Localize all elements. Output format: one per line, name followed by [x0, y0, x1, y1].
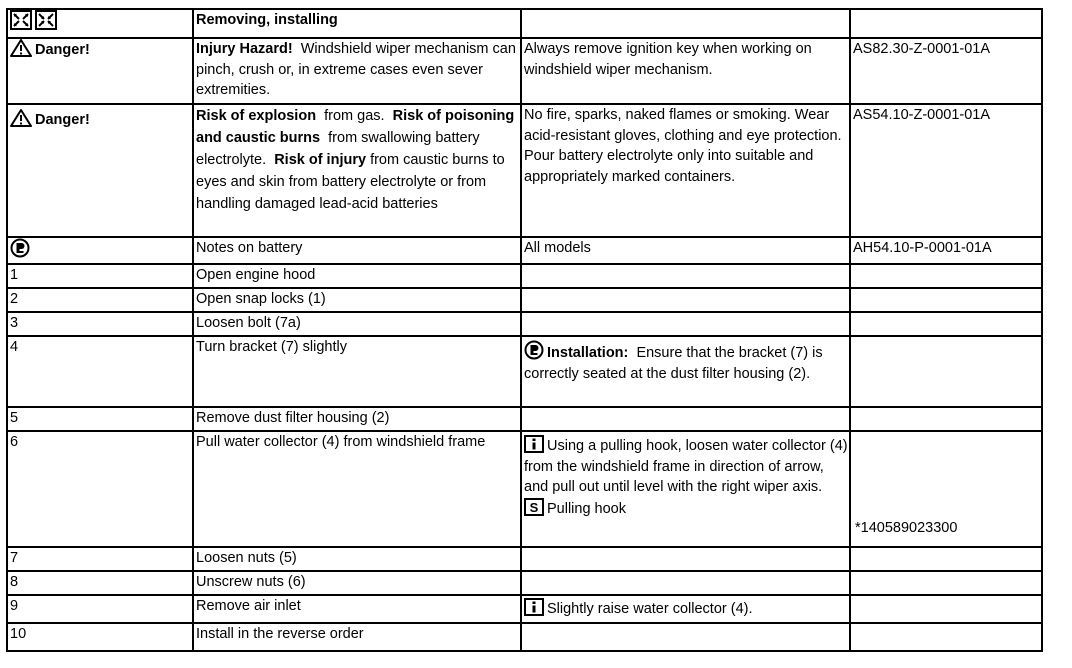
step-row	[7, 336, 1042, 407]
step-row	[7, 547, 1042, 571]
step-text: Open snap locks (1)	[193, 288, 521, 312]
info-icon	[524, 598, 544, 616]
document-code: AS54.10-Z-0001-01A	[850, 104, 1042, 237]
note-title[interactable]: Notes on battery	[193, 237, 521, 264]
step-row	[7, 264, 1042, 288]
step-row	[7, 431, 1042, 547]
installation-note: Installation: Ensure that the bracket (7) is correctly seated at the dust filter housing (2).	[521, 336, 850, 407]
step-number: 2	[7, 288, 193, 312]
danger-label: Danger!	[35, 112, 90, 128]
step-row	[7, 407, 1042, 431]
document-code: AS82.30-Z-0001-01A	[850, 38, 1042, 104]
header-row	[7, 9, 1042, 38]
step-number: 6	[7, 431, 193, 547]
hazard-description: Injury Hazard! Windshield wiper mechanism can pinch, crush or, in extreme cases even sever extremities.	[193, 38, 521, 104]
step-row	[7, 595, 1042, 623]
note-icon	[524, 340, 544, 360]
step-number: 3	[7, 312, 193, 336]
note-icon	[10, 238, 30, 258]
warning-triangle-icon	[10, 39, 32, 57]
danger-label: Danger!	[35, 42, 90, 58]
part-number[interactable]: *140589023300	[855, 519, 958, 536]
tool-name: Pulling hook	[547, 500, 626, 517]
danger-row	[7, 104, 1042, 237]
special-tool-icon	[524, 498, 544, 516]
safety-measure: Always remove ignition key when working on windshield wiper mechanism.	[521, 38, 850, 104]
step-number: 10	[7, 623, 193, 651]
step-number: 9	[7, 595, 193, 623]
step-text: Loosen bolt (7a)	[193, 312, 521, 336]
step-row	[7, 571, 1042, 595]
step-text: Turn bracket (7) slightly	[193, 336, 521, 407]
procedure-table	[6, 8, 1043, 652]
step-row	[7, 623, 1042, 651]
remove-icon	[10, 10, 32, 30]
step-text: Pull water collector (4) from windshield frame	[193, 431, 521, 547]
header-icons-cell	[7, 9, 193, 38]
step-number: 4	[7, 336, 193, 407]
svg-text:S: S	[529, 499, 539, 515]
step-text: Remove dust filter housing (2)	[193, 407, 521, 431]
info-note: Slightly raise water collector (4).	[521, 595, 850, 623]
info-icon	[524, 435, 544, 453]
hazard-description: Risk of explosion from gas. Risk of poisoning and caustic burns from swallowing battery electrolyte. Risk of injury from caustic burns to eyes and skin from battery electrolyte or from handling damaged lead-acid batteries	[193, 104, 521, 237]
step-number: 8	[7, 571, 193, 595]
warning-triangle-icon	[10, 109, 32, 127]
step-text: Install in the reverse order	[193, 623, 521, 651]
step-text: Unscrew nuts (6)	[193, 571, 521, 595]
step-number: 1	[7, 264, 193, 288]
header-title: Removing, installing	[193, 9, 521, 38]
danger-row	[7, 38, 1042, 104]
safety-measure: No fire, sparks, naked flames or smoking. Wear acid-resistant gloves, clothing and eye protection. Pour battery electrolyte only into suitable and appropriately marked containers.	[521, 104, 850, 237]
install-icon	[35, 10, 57, 30]
step-number: 5	[7, 407, 193, 431]
note-row	[7, 237, 1042, 264]
step-row	[7, 288, 1042, 312]
step-text: Remove air inlet	[193, 595, 521, 623]
step-row	[7, 312, 1042, 336]
step-number: 7	[7, 547, 193, 571]
step-text: Loosen nuts (5)	[193, 547, 521, 571]
note-scope: All models	[521, 237, 850, 264]
step-text: Open engine hood	[193, 264, 521, 288]
document-code[interactable]: AH54.10-P-0001-01A	[850, 237, 1042, 264]
info-note: Using a pulling hook, loosen water collector (4) from the windshield frame in direction of arrow, and pull out until level with the right wiper axis. S Pulling hook	[521, 431, 850, 547]
